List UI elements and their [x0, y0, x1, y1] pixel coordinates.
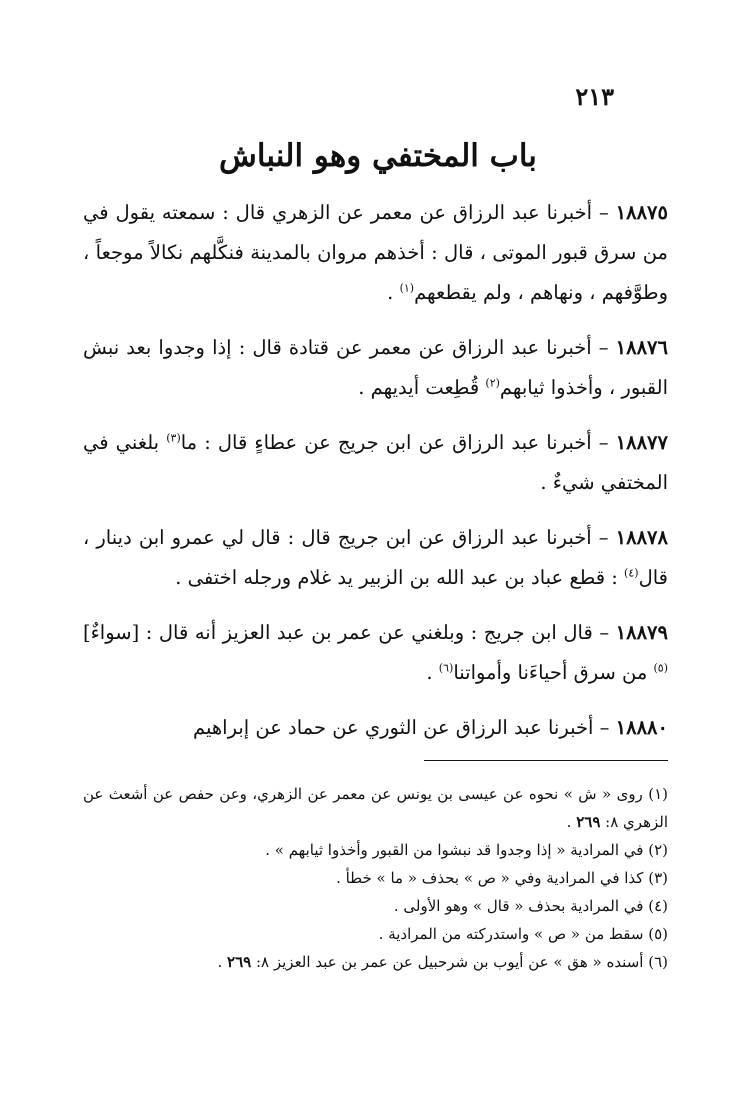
footnote-number: (٢): [648, 841, 668, 859]
paragraph: [83, 613, 668, 693]
footnote-tail: .: [217, 953, 228, 971]
footnote-marker: (٦): [438, 661, 454, 675]
paragraph: [83, 423, 668, 503]
footnote-page-ref: ٢٦٩: [576, 813, 601, 831]
paragraph-text: – أخبرنا عبد الرزاق عن الثوري عن حماد عن إبراهيم: [193, 716, 616, 739]
chapter-title: باب المختفي وهو النباش: [219, 138, 537, 174]
paragraph-tail: : قطع عباد بن عبد الله بن الزبير يد غلام ورجله اختفى .: [175, 566, 625, 589]
hadith-number: ١٨٨٧٩: [615, 621, 668, 644]
footnote-marker: (٣): [166, 431, 181, 445]
paragraph: [83, 518, 668, 598]
footnote-number: (٣): [648, 869, 668, 887]
footnote: [83, 780, 668, 836]
paragraph-text: – أخبرنا عبد الرزاق عن معمر عن الزهري قال : سمعته يقول في من سرق قبور الموتى ، قال : أخذهم مروان بالمدينة فنكَّلهم نكالاً موجعاً ، وطوَّفهم ، ونهاهم ، ولم يقطعهم: [83, 201, 668, 304]
footnote: [83, 920, 668, 948]
footnote-text: في المرادية بحذف « قال » وهو الأولى .: [393, 897, 649, 915]
footnote-page-ref: ٢٦٩: [227, 953, 252, 971]
footnote-marker: (١): [399, 281, 415, 295]
paragraph-tail: بلغني في المختفي شيءٌ .: [83, 431, 668, 494]
footnote-text: كذا في المرادية وفي « ص » بحذف « ما » خطأ .: [336, 869, 649, 887]
paragraph-text: – أخبرنا عبد الرزاق عن ابن جريج عن عطاءٍ قال : ما: [180, 431, 616, 454]
footnote: [83, 836, 668, 864]
paragraph-text: – أخبرنا عبد الرزاق عن ابن جريج قال : قال لي عمرو ابن دينار ، قال: [83, 526, 668, 589]
paragraph: [83, 708, 668, 748]
paragraph: [83, 193, 668, 313]
footnote-text: في المرادية « إذا وجدوا قد نبشوا من القبور وأخذوا ثيابهم » .: [265, 841, 649, 859]
footnote-marker: (٤): [624, 566, 639, 580]
paragraph-tail: من سرق أحياءَنا وأمواتنا: [453, 661, 654, 684]
footnote-divider: [424, 760, 668, 761]
footnote-number: (٤): [648, 897, 668, 915]
footnote-text: روى « ش » نحوه عن عيسى بن يونس عن معمر عن الزهري، وعن حفص عن أشعث عن الزهري ٨:: [83, 785, 668, 831]
footnote-tail: .: [566, 813, 577, 831]
footnote: [83, 864, 668, 892]
main-text: [83, 193, 668, 763]
hadith-number: ١٨٨٧٦: [615, 336, 668, 359]
footnote-number: (٥): [648, 925, 668, 943]
hadith-number: ١٨٨٧٧: [615, 431, 669, 454]
footnote-text: سقط من « ص » واستدركته من المرادية .: [378, 925, 649, 943]
footnote-text: أسنده « هق » عن أيوب بن شرحبيل عن عمر بن عبد العزيز ٨:: [251, 953, 649, 971]
footnote: [83, 948, 668, 976]
paragraph-tail: قُطِعت أيديهم .: [358, 376, 486, 399]
footnote: [83, 892, 668, 920]
footnotes: [83, 780, 668, 976]
hadith-number: ١٨٨٧٥: [615, 201, 668, 224]
footnote-number: (١): [648, 785, 668, 803]
paragraph-text: – قال ابن جريج : وبلغني عن عمر بن عبد العزيز أنه قال : [سواءٌ]: [83, 621, 616, 644]
paragraph-text: – أخبرنا عبد الرزاق عن معمر عن قتادة قال : إذا وجدوا بعد نبش القبور ، وأخذوا ثيابهم: [83, 336, 668, 399]
footnote-number: (٦): [648, 953, 668, 971]
page-number: ٢١٣: [575, 82, 614, 111]
hadith-number: ١٨٨٧٨: [615, 526, 668, 549]
paragraph-tail: .: [387, 281, 400, 304]
footnote-marker: (٢): [485, 376, 500, 390]
paragraph: [83, 328, 668, 408]
footnote-marker: (٥): [653, 661, 668, 675]
paragraph-tail: .: [426, 661, 439, 684]
hadith-number: ١٨٨٨٠: [615, 716, 668, 739]
